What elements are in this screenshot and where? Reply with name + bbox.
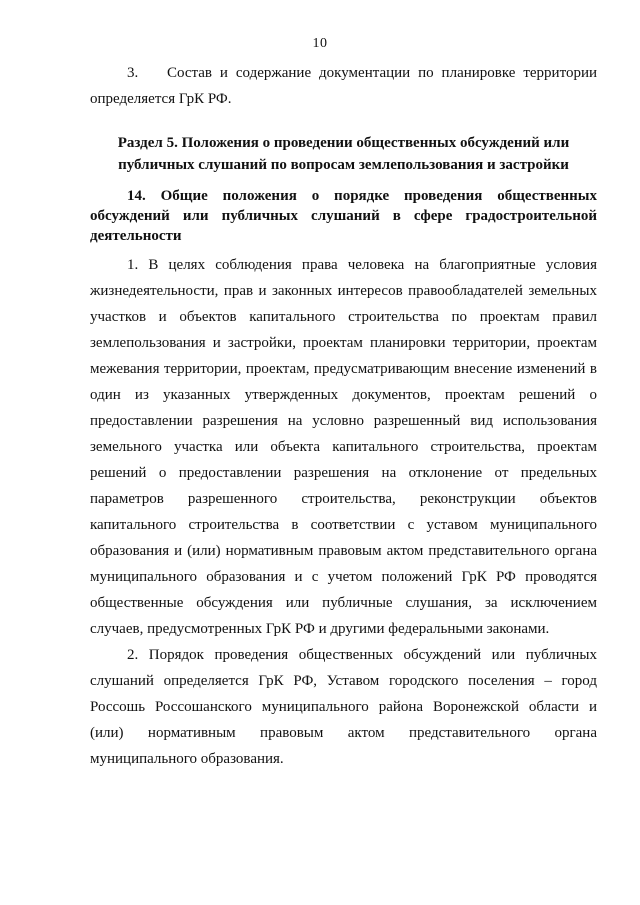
- page-number: 10: [312, 36, 328, 51]
- document-body: [90, 60, 597, 772]
- paragraph-2: 2. Порядок проведения общественных обсуждений или публичных слушаний определяется ГрК РФ, Уставом городского поселения – город Россошь Россошанского муниципального района Воронежской области и (или) нормативным правовым актом представительного органа муниципального образования.: [90, 647, 597, 767]
- section-5-heading: Раздел 5. Положения о проведении общественных обсуждений или публичных слушаний по вопросам землепользования и застройки: [117, 135, 570, 173]
- item-3-paragraph: [90, 60, 597, 112]
- paragraph-1: 1. В целях соблюдения права человека на благоприятные условия жизнедеятельности, прав и законных интересов правообладателей земельных участков и объектов капитального строительства по проектам правил землепользования и застройки, проектам планировки территории, проектам межевания территории, проектам, предусматривающим внесение изменений в один из указанных утвержденных документов, проектам решений о предоставлении разрешения на условно разрешенный вид использования земельного участка или объекта капитального строительства, проектам решений о предоставлении разрешения на отклонение от предельных параметров разрешенного строительства, реконструкции объектов капитального строительства в соответствии с уставом муниципального образования и (или) нормативным правовым актом представительного органа муниципального образования и с учетом положений ГрК РФ проводятся общественные обсуждения или публичные слушания, за исключением случаев, предусмотренных ГрК РФ и другими федеральными законами.: [90, 257, 597, 637]
- subsection-14-heading: 14. Общие положения о порядке проведения общественных обсуждений или публичных слушаний в сфере градостроительной деятельности: [90, 188, 597, 244]
- item-3-text: Состав и содержание документации по планировке территории определяется ГрК РФ.: [90, 65, 597, 107]
- item-3-number: 3.: [127, 65, 139, 81]
